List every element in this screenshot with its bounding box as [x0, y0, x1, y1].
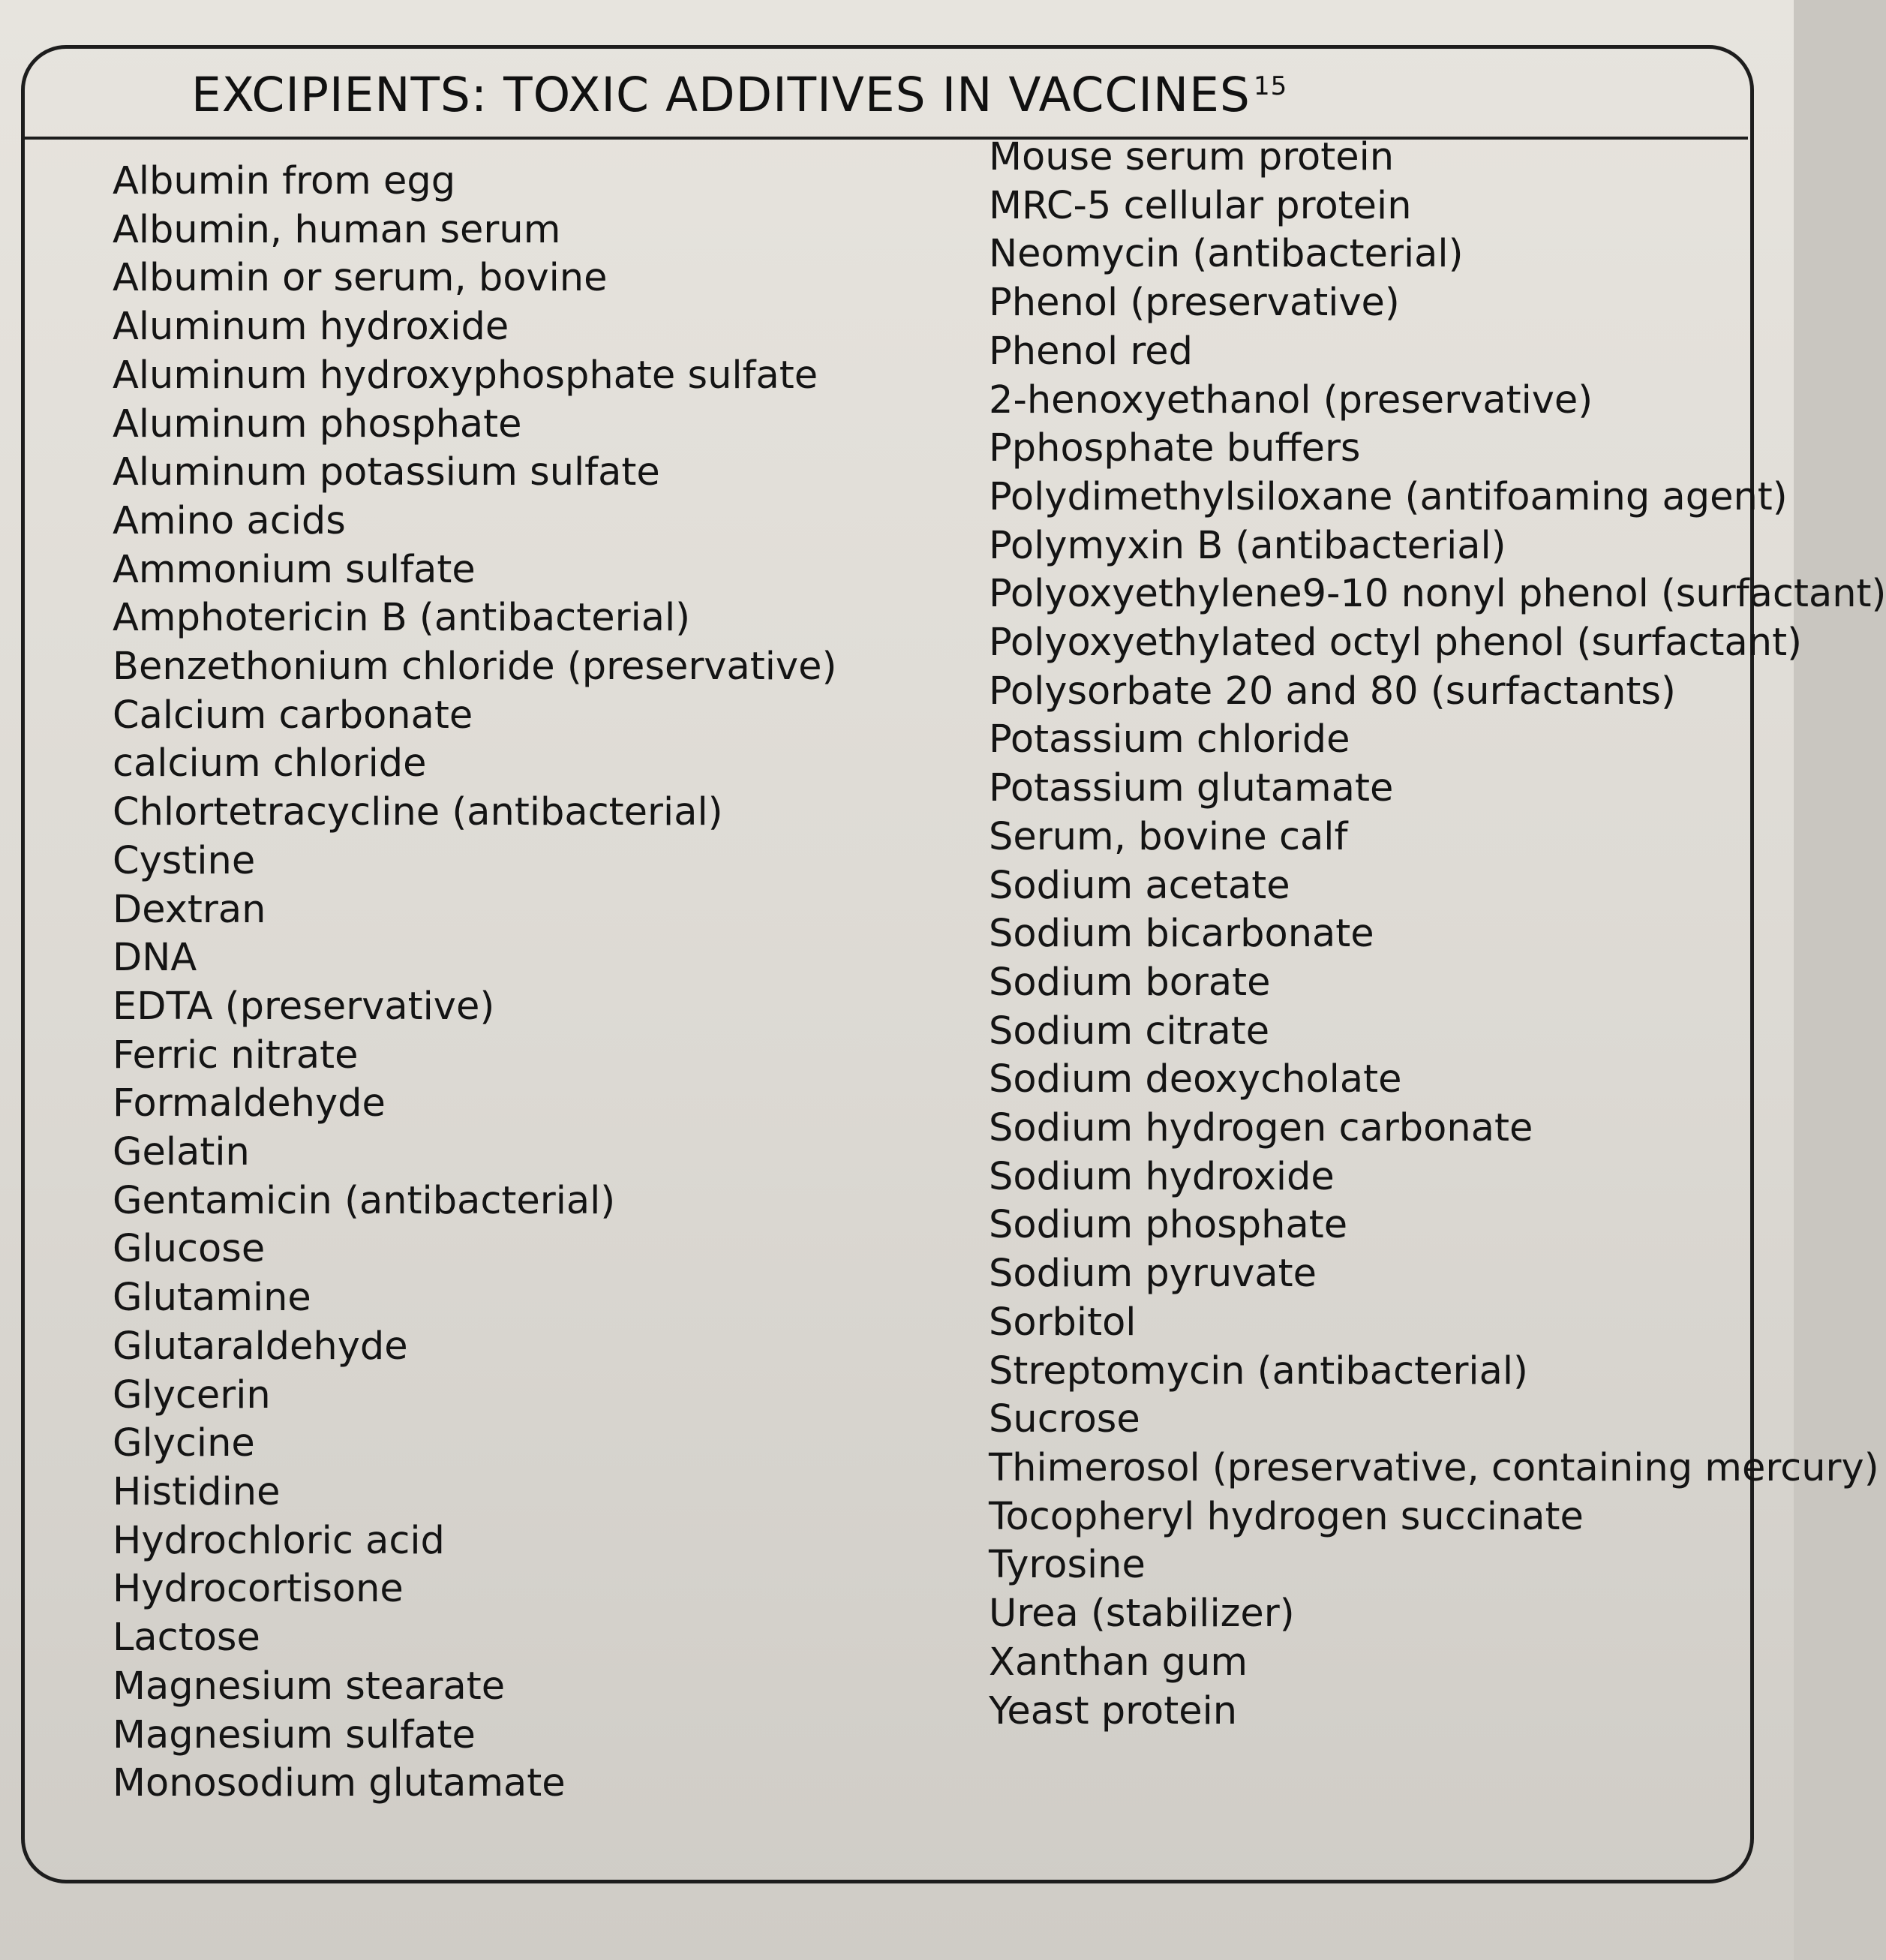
list-item: Hydrocortisone	[113, 1567, 404, 1612]
list-item: Albumin or serum, bovine	[113, 256, 608, 301]
list-item: Polyoxyethylated octyl phenol (surfactant)	[989, 621, 1802, 666]
list-item: Sodium phosphate	[989, 1203, 1348, 1248]
list-item: Sodium citrate	[989, 1009, 1270, 1054]
list-item: Magnesium sulfate	[113, 1712, 476, 1757]
list-item: Magnesium stearate	[113, 1664, 506, 1709]
box-title-text: EXCIPIENTS: TOXIC ADDITIVES IN VACCINES	[191, 68, 1251, 122]
list-item: Aluminum hydroxyphosphate sulfate	[113, 353, 818, 398]
list-item: Streptomycin (antibacterial)	[989, 1348, 1528, 1393]
list-item: Amphotericin B (antibacterial)	[113, 596, 691, 641]
list-item: Sodium hydrogen carbonate	[989, 1106, 1533, 1151]
list-item: Sodium borate	[989, 960, 1271, 1005]
list-item: Serum, bovine calf	[989, 814, 1348, 859]
list-item: Sodium pyruvate	[989, 1252, 1317, 1297]
list-item: Glycerin	[113, 1372, 271, 1417]
list-item: Ammonium sulfate	[113, 547, 476, 592]
list-item: Gelatin	[113, 1130, 250, 1175]
list-item: Aluminum phosphate	[113, 401, 522, 446]
list-item: Monosodium glutamate	[113, 1761, 566, 1806]
box-title	[191, 68, 1287, 122]
list-item: Calcium carbonate	[113, 693, 473, 738]
list-item: Lactose	[113, 1616, 260, 1661]
list-item: Polydimethylsiloxane (antifoaming agent)	[989, 474, 1788, 519]
list-item: Sodium bicarbonate	[989, 912, 1374, 957]
list-item: Phenol (preservative)	[989, 281, 1400, 326]
list-item: Thimerosol (preservative, containing mercury)	[989, 1445, 1879, 1490]
list-item: Albumin, human serum	[113, 207, 561, 252]
list-item: Formaldehyde	[113, 1081, 386, 1126]
list-item: Sucrose	[989, 1397, 1140, 1442]
list-item: Glucose	[113, 1227, 266, 1272]
list-item: Amino acids	[113, 498, 346, 543]
list-item: Mouse serum protein	[989, 135, 1395, 179]
list-item: DNA	[113, 936, 197, 981]
left-ingredient-list	[113, 158, 836, 1808]
list-item: Albumin from egg	[113, 159, 456, 203]
list-item: MRC-5 cellular protein	[989, 183, 1412, 228]
list-item: Polysorbate 20 and 80 (surfactants)	[989, 669, 1676, 714]
list-item: Sodium acetate	[989, 863, 1290, 908]
list-item: Histidine	[113, 1469, 281, 1514]
list-item: Sorbitol	[989, 1300, 1137, 1345]
list-item: EDTA (preservative)	[113, 984, 495, 1029]
list-item: Dextran	[113, 887, 266, 932]
list-item: Urea (stabilizer)	[989, 1592, 1295, 1637]
list-item: Benzethonium chloride (preservative)	[113, 645, 837, 690]
list-item: Xanthan gum	[989, 1640, 1248, 1685]
list-item: Hydrochloric acid	[113, 1518, 445, 1563]
list-item: Cystine	[113, 838, 256, 883]
list-item: Tocopheryl hydrogen succinate	[989, 1494, 1584, 1539]
list-item: Aluminum hydroxide	[113, 305, 509, 350]
list-item: Polyoxyethylene9-10 nonyl phenol (surfactant)	[989, 572, 1886, 617]
list-item: calcium chloride	[113, 741, 427, 786]
list-item: Tyrosine	[989, 1543, 1146, 1588]
list-item: Gentamicin (antibacterial)	[113, 1178, 616, 1223]
list-item: Glycine	[113, 1421, 255, 1466]
list-item: 2-henoxyethanol (preservative)	[989, 377, 1593, 422]
footnote-ref: 15	[1253, 71, 1288, 101]
list-item: Glutaraldehyde	[113, 1324, 408, 1369]
list-item: Glutamine	[113, 1276, 311, 1321]
list-item: Phenol red	[989, 329, 1193, 374]
list-item: Polymyxin B (antibacterial)	[989, 523, 1506, 568]
list-item: Yeast protein	[989, 1688, 1238, 1733]
list-item: Chlortetracycline (antibacterial)	[113, 790, 723, 835]
list-item: Pphosphate buffers	[989, 426, 1361, 471]
list-item: Neomycin (antibacterial)	[989, 232, 1464, 277]
list-item: Aluminum potassium sulfate	[113, 450, 660, 495]
list-item: Potassium glutamate	[989, 766, 1394, 811]
list-item: Sodium hydroxide	[989, 1154, 1335, 1199]
list-item: Sodium deoxycholate	[989, 1057, 1402, 1102]
list-item: Ferric nitrate	[113, 1033, 359, 1078]
right-ingredient-list	[989, 134, 1886, 1736]
list-item: Potassium chloride	[989, 717, 1350, 762]
